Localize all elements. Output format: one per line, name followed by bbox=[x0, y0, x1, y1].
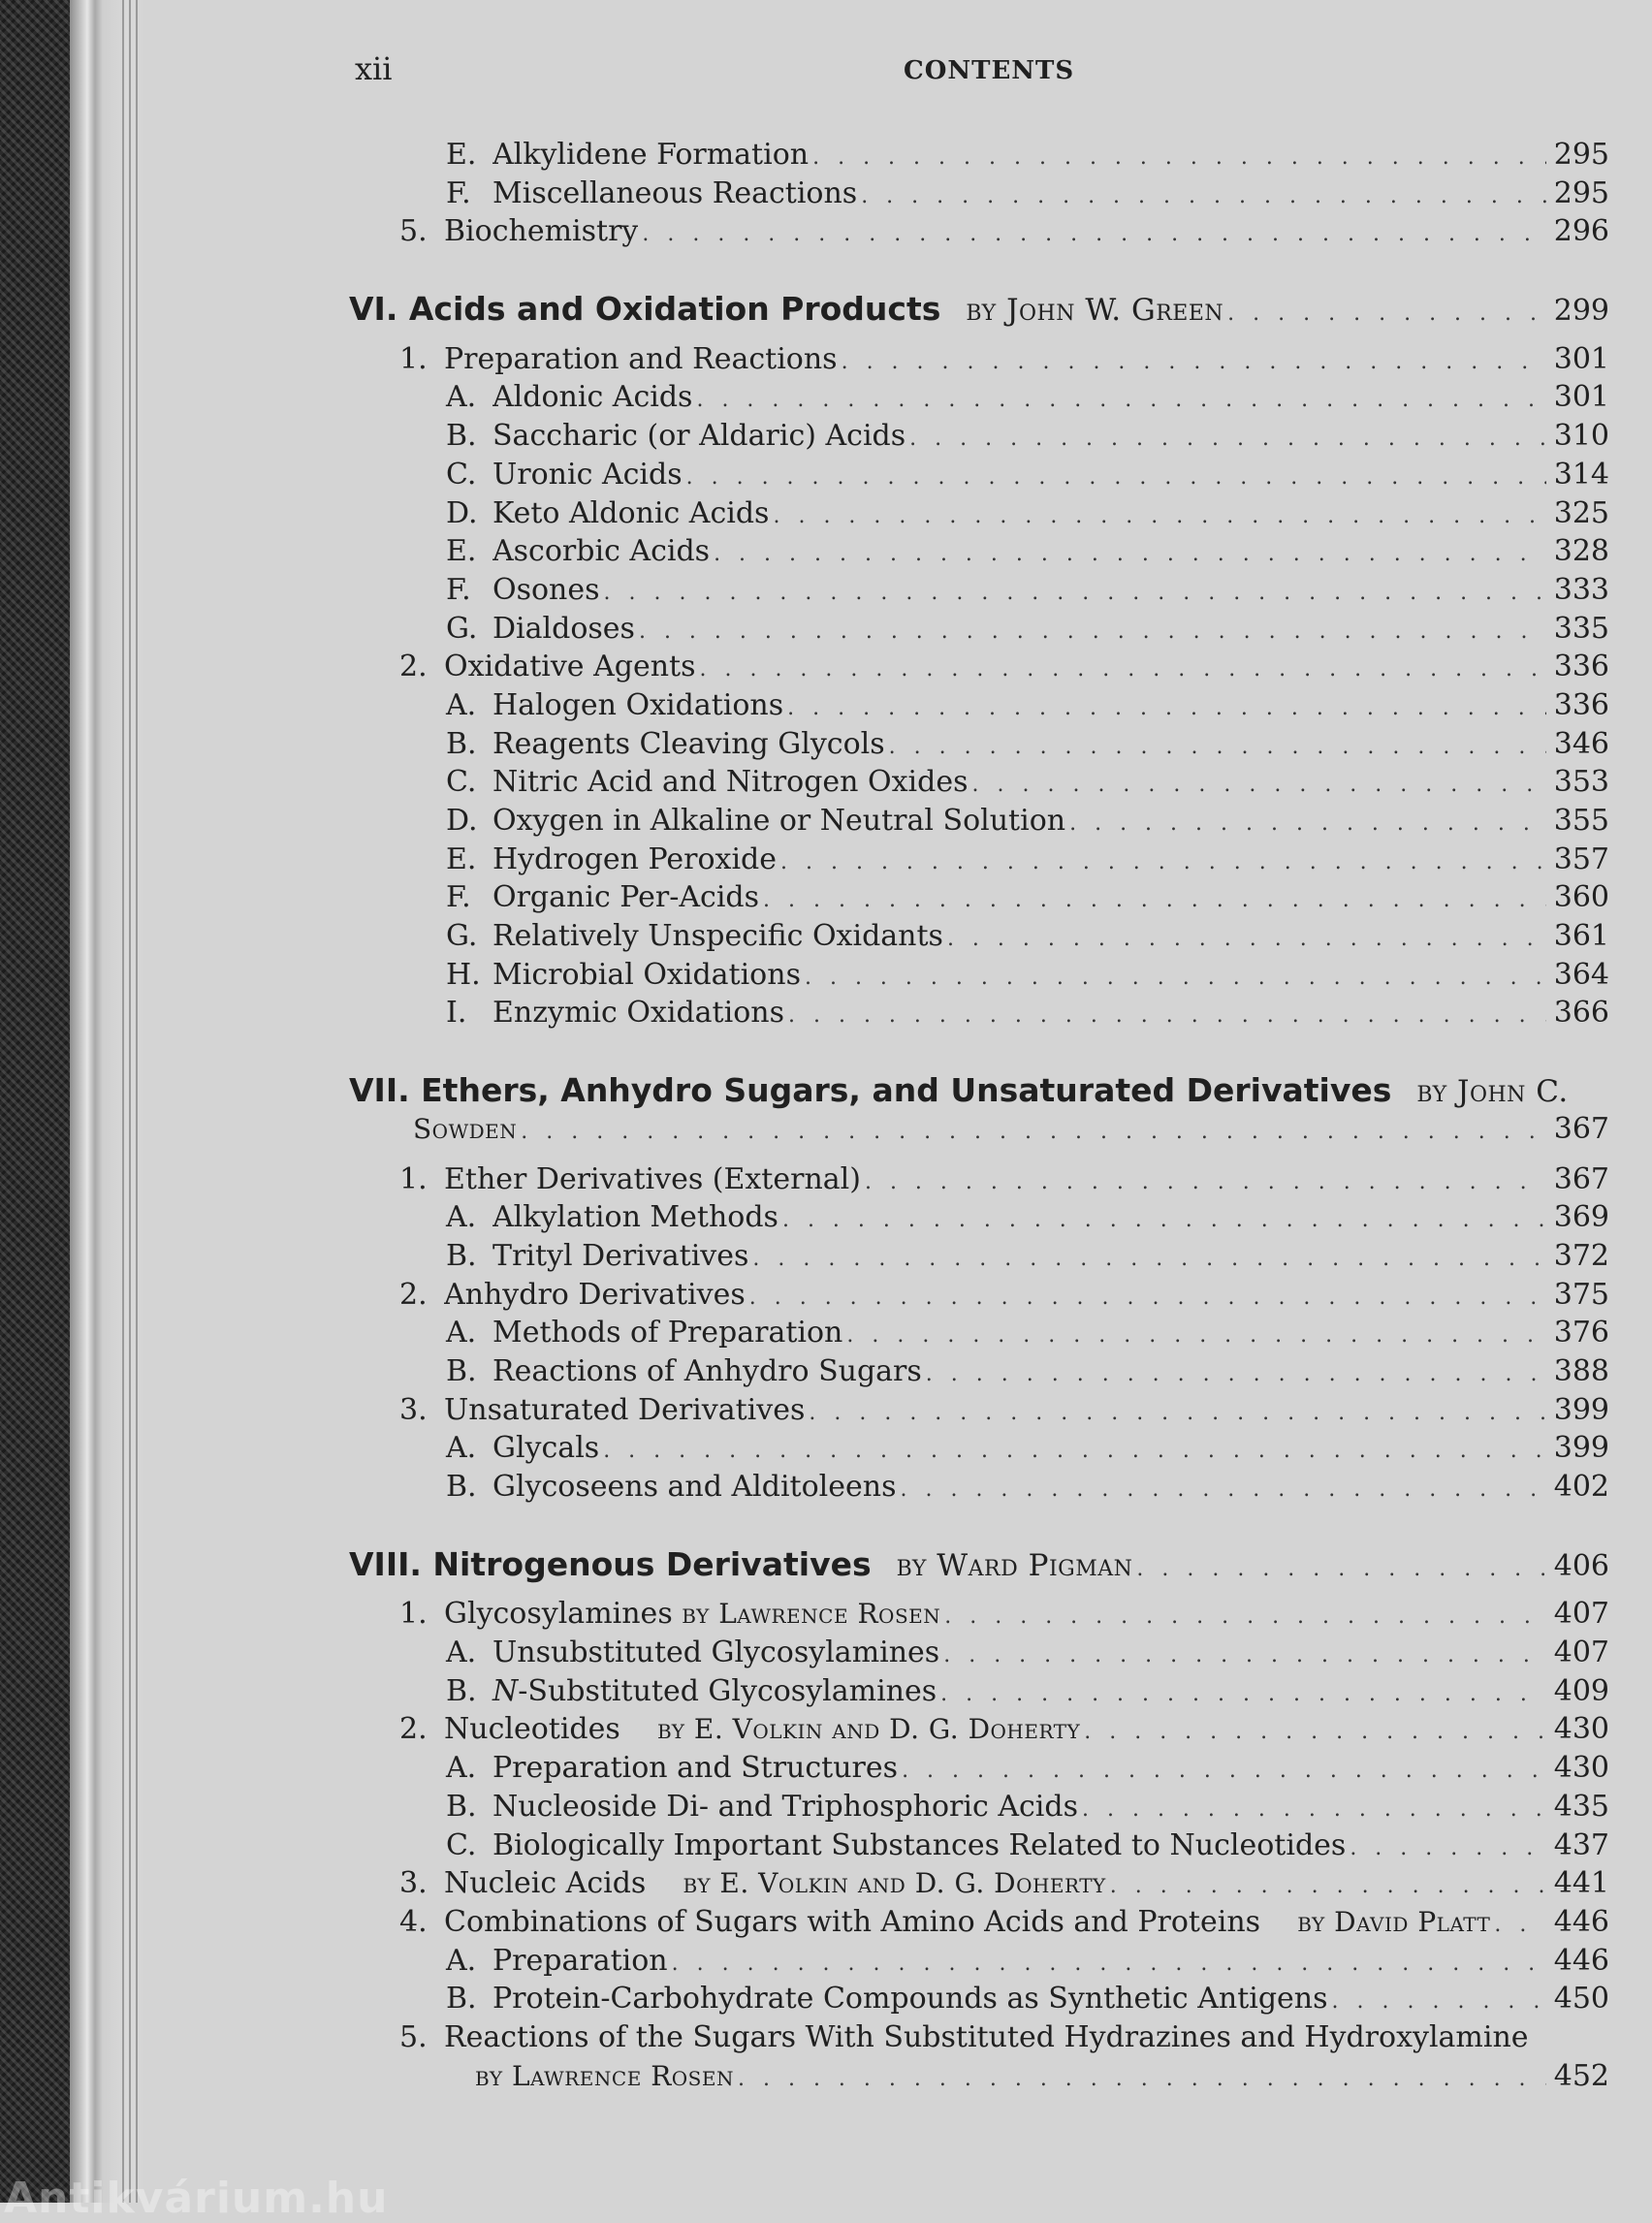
entry-page: 295 bbox=[1553, 175, 1609, 210]
toc-entry bbox=[349, 917, 1609, 956]
dot-leader bbox=[752, 1240, 1545, 1279]
dot-leader bbox=[738, 2060, 1546, 2099]
toc-entry bbox=[349, 1595, 1609, 1634]
entry-page: 435 bbox=[1553, 1789, 1609, 1824]
entry-number: F. bbox=[446, 880, 471, 915]
entry-page: 364 bbox=[1553, 957, 1609, 992]
entry-page: 376 bbox=[1553, 1316, 1609, 1350]
entry-number: 3. bbox=[399, 1866, 428, 1901]
entry-label: Reactions of Anhydro Sugars bbox=[492, 1353, 922, 1388]
dot-leader bbox=[805, 959, 1546, 998]
entry-label: Ascorbic Acids bbox=[492, 534, 711, 569]
entry-label: Oxygen in Alkaline or Neutral Solution bbox=[492, 804, 1066, 838]
toc-entry bbox=[349, 610, 1609, 649]
book-spine-binding bbox=[0, 0, 70, 2203]
entry-page: 301 bbox=[1553, 380, 1609, 415]
table-of-contents bbox=[349, 136, 1609, 2095]
entry-number: A. bbox=[446, 687, 477, 722]
toc-entry bbox=[349, 340, 1609, 379]
entry-page: 399 bbox=[1553, 1392, 1609, 1427]
entry-number: B. bbox=[446, 419, 477, 454]
entry-number: 3. bbox=[399, 1392, 428, 1427]
entry-page: 361 bbox=[1553, 919, 1609, 954]
dot-leader bbox=[909, 420, 1546, 459]
dot-leader bbox=[788, 997, 1546, 1035]
entry-label: Reactions of the Sugars With Substituted Hydrazines and Hydroxylamine bbox=[444, 2019, 1529, 2054]
dot-leader bbox=[1136, 1550, 1545, 1589]
entry-label: Preparation bbox=[492, 1943, 668, 1978]
entry-number: 4. bbox=[399, 1904, 428, 1939]
entry-label: Unsaturated Derivatives bbox=[444, 1392, 806, 1427]
entry-page: 407 bbox=[1553, 1597, 1609, 1632]
entry-label: Methods of Preparation bbox=[492, 1316, 843, 1350]
page-edge-line bbox=[136, 0, 138, 2203]
entry-page: 336 bbox=[1553, 687, 1609, 722]
dot-leader bbox=[749, 1279, 1546, 1318]
dot-leader bbox=[521, 1113, 1545, 1152]
entry-number: A. bbox=[446, 1943, 477, 1978]
dot-leader bbox=[972, 766, 1546, 805]
entry-number: C. bbox=[446, 457, 477, 492]
entry-number: 1. bbox=[399, 1597, 428, 1632]
dot-leader bbox=[861, 177, 1546, 216]
entry-label: Glycals bbox=[492, 1431, 600, 1466]
entry-label: Hydrogen Peroxide bbox=[492, 842, 777, 876]
entry-number: B. bbox=[446, 1673, 477, 1708]
toc-entry bbox=[349, 994, 1609, 1032]
entry-number: D. bbox=[446, 495, 478, 530]
entry-label: Preparation and Structures bbox=[492, 1751, 899, 1786]
dot-leader bbox=[604, 574, 1546, 613]
entry-number: E. bbox=[446, 138, 477, 172]
chapter-page: 406 bbox=[1553, 1548, 1609, 1583]
toc-entry bbox=[349, 2018, 1609, 2057]
dot-leader bbox=[812, 139, 1546, 177]
dot-leader bbox=[686, 459, 1546, 497]
dot-leader bbox=[902, 1752, 1546, 1791]
entry-label: Unsubstituted Glycosylamines bbox=[492, 1635, 940, 1670]
entry-number: 2. bbox=[399, 1712, 428, 1747]
entry-number: A. bbox=[446, 380, 477, 415]
toc-entry bbox=[349, 686, 1609, 725]
dot-leader bbox=[900, 1471, 1545, 1509]
toc-entry bbox=[349, 1160, 1609, 1199]
toc-entry bbox=[349, 571, 1609, 610]
dot-leader bbox=[1494, 1906, 1545, 1945]
dot-leader bbox=[940, 1675, 1546, 1714]
entry-label: Osones bbox=[492, 572, 600, 607]
entry-label: Trityl Derivatives bbox=[492, 1238, 749, 1273]
entry-page: 409 bbox=[1553, 1673, 1609, 1708]
entry-number: H. bbox=[446, 957, 481, 992]
entry-page: 430 bbox=[1553, 1712, 1609, 1747]
chapter-author: by John W. Green bbox=[966, 293, 1224, 329]
dot-leader bbox=[603, 1432, 1546, 1471]
toc-entry bbox=[349, 1710, 1609, 1749]
entry-number: G. bbox=[446, 611, 478, 646]
entry-label: Ether Derivatives (External) bbox=[444, 1161, 861, 1196]
dot-leader bbox=[889, 728, 1546, 767]
entry-label: Uronic Acids bbox=[492, 457, 683, 492]
dot-leader bbox=[699, 651, 1545, 689]
entry-label: Alkylidene Formation bbox=[492, 138, 810, 172]
dot-leader bbox=[763, 881, 1546, 920]
entry-page: 296 bbox=[1553, 214, 1609, 249]
running-title: CONTENTS bbox=[904, 56, 1075, 85]
entry-number: B. bbox=[446, 1238, 477, 1273]
toc-entry bbox=[349, 1634, 1609, 1672]
entry-page: 367 bbox=[1553, 1161, 1609, 1196]
entry-author-continued: by Lawrence Rosen bbox=[475, 2059, 734, 2092]
chapter-heading bbox=[349, 1071, 1609, 1110]
entry-number: A. bbox=[446, 1431, 477, 1466]
entry-page: 336 bbox=[1553, 650, 1609, 684]
entry-author: by David Platt bbox=[1297, 1905, 1491, 1938]
page-edge-line bbox=[122, 0, 124, 2203]
toc-entry bbox=[349, 725, 1609, 764]
entry-label: Biologically Important Substances Related to Nucleotides bbox=[492, 1827, 1347, 1862]
toc-entry bbox=[349, 532, 1609, 571]
toc-entry bbox=[349, 212, 1609, 251]
dot-leader bbox=[1110, 1867, 1546, 1906]
dot-leader bbox=[782, 1201, 1546, 1240]
toc-entry bbox=[349, 802, 1609, 841]
toc-entry-continuation bbox=[349, 2057, 1609, 2096]
entry-number: I. bbox=[446, 996, 467, 1031]
toc-entry bbox=[349, 378, 1609, 417]
entry-number: C. bbox=[446, 765, 477, 800]
entry-page: 399 bbox=[1553, 1431, 1609, 1466]
chapter-author-continued: Sowden bbox=[413, 1112, 518, 1145]
dot-leader bbox=[1069, 805, 1546, 843]
entry-label: Anhydro Derivatives bbox=[444, 1277, 746, 1312]
entry-label: Reagents Cleaving Glycols bbox=[492, 726, 885, 761]
toc-entry bbox=[349, 136, 1609, 175]
entry-number: A. bbox=[446, 1316, 477, 1350]
dot-leader bbox=[780, 843, 1546, 882]
entry-label: Saccharic (or Aldaric) Acids bbox=[492, 419, 906, 454]
page-gutter bbox=[70, 0, 145, 2203]
entry-number: E. bbox=[446, 534, 477, 569]
entry-page: 353 bbox=[1553, 765, 1609, 800]
chapter-number: VII. bbox=[349, 1071, 410, 1110]
entry-label: Nucleic Acids bbox=[444, 1866, 647, 1901]
toc-entry bbox=[349, 1314, 1609, 1352]
entry-number: A. bbox=[446, 1635, 477, 1670]
entry-label: Protein-Carbohydrate Compounds as Synthetic Antigens bbox=[492, 1982, 1328, 2017]
toc-entry bbox=[349, 1391, 1609, 1430]
chapter-number: VI. bbox=[349, 290, 398, 329]
entry-page: 430 bbox=[1553, 1751, 1609, 1786]
entry-author: by Lawrence Rosen bbox=[682, 1598, 941, 1631]
entry-label: -Substituted Glycosylamines bbox=[518, 1673, 937, 1708]
entry-page: 360 bbox=[1553, 880, 1609, 915]
dot-leader bbox=[944, 1598, 1545, 1636]
entry-number: B. bbox=[446, 1789, 477, 1824]
dot-leader bbox=[672, 1945, 1546, 1984]
entry-page: 446 bbox=[1553, 1943, 1609, 1978]
entry-page: 446 bbox=[1553, 1904, 1609, 1939]
dot-leader bbox=[865, 1163, 1546, 1202]
chapter-title: Ethers, Anhydro Sugars, and Unsaturated Derivatives bbox=[421, 1071, 1392, 1110]
watermark: Antikvárium.hu bbox=[4, 2174, 389, 2223]
entry-number: C. bbox=[446, 1827, 477, 1862]
toc-entry bbox=[349, 456, 1609, 494]
entry-page: 388 bbox=[1553, 1353, 1609, 1388]
entry-label: Microbial Oxidations bbox=[492, 957, 801, 992]
entry-number: D. bbox=[446, 804, 478, 838]
chapter-title: Acids and Oxidation Products bbox=[408, 290, 941, 329]
toc-entry bbox=[349, 1198, 1609, 1237]
toc-entry bbox=[349, 763, 1609, 802]
dot-leader bbox=[714, 535, 1546, 574]
entry-page: 328 bbox=[1553, 534, 1609, 569]
entry-number: 1. bbox=[399, 1161, 428, 1196]
entry-author: by E. Volkin and D. G. Doherty bbox=[656, 1713, 1081, 1746]
dot-leader bbox=[943, 1636, 1546, 1675]
entry-label: Miscellaneous Reactions bbox=[492, 175, 858, 210]
entry-page: 375 bbox=[1553, 1277, 1609, 1312]
entry-page: 450 bbox=[1553, 1982, 1609, 2017]
entry-page: 441 bbox=[1553, 1866, 1609, 1901]
toc-entry bbox=[349, 175, 1609, 213]
chapter-heading-continuation bbox=[349, 1110, 1609, 1149]
entry-label: Alkylation Methods bbox=[492, 1200, 778, 1235]
toc-entry bbox=[349, 1672, 1609, 1711]
toc-entry bbox=[349, 878, 1609, 917]
entry-label: Glycoseens and Alditoleens bbox=[492, 1470, 897, 1504]
chapter-heading bbox=[349, 1545, 1609, 1584]
toc-entry bbox=[349, 1352, 1609, 1391]
entry-number: A. bbox=[446, 1751, 477, 1786]
dot-leader bbox=[809, 1394, 1545, 1433]
entry-number: 5. bbox=[399, 214, 428, 249]
dot-leader bbox=[846, 1317, 1545, 1355]
dot-leader bbox=[1227, 295, 1546, 333]
dot-leader bbox=[926, 1355, 1546, 1394]
entry-page: 357 bbox=[1553, 842, 1609, 876]
toc-entry bbox=[349, 1788, 1609, 1826]
dot-leader bbox=[696, 381, 1545, 420]
dot-leader bbox=[1332, 1983, 1546, 2021]
dot-leader bbox=[639, 613, 1546, 651]
toc-entry bbox=[349, 1429, 1609, 1468]
entry-label: Nucleotides bbox=[444, 1712, 620, 1747]
entry-page: 346 bbox=[1553, 726, 1609, 761]
entry-page: 437 bbox=[1553, 1827, 1609, 1862]
entry-page: 369 bbox=[1553, 1200, 1609, 1235]
entry-number: B. bbox=[446, 1470, 477, 1504]
toc-entry bbox=[349, 1864, 1609, 1903]
entry-page: 372 bbox=[1553, 1238, 1609, 1273]
entry-number: E. bbox=[446, 842, 477, 876]
dot-leader bbox=[642, 215, 1545, 254]
toc-entry bbox=[349, 1903, 1609, 1942]
entry-label: Organic Per-Acids bbox=[492, 880, 760, 915]
entry-number: A. bbox=[446, 1200, 477, 1235]
entry-number: F. bbox=[446, 572, 471, 607]
entry-label: Nucleoside Di- and Triphosphoric Acids bbox=[492, 1789, 1078, 1824]
toc-entry bbox=[349, 1826, 1609, 1865]
chapter-author: by Ward Pigman bbox=[896, 1547, 1133, 1583]
entry-label: Glycosylamines bbox=[444, 1597, 673, 1632]
entry-label: Aldonic Acids bbox=[492, 380, 693, 415]
entry-page: 325 bbox=[1553, 495, 1609, 530]
running-head bbox=[355, 50, 1605, 93]
entry-page: 335 bbox=[1553, 611, 1609, 646]
entry-page: 366 bbox=[1553, 996, 1609, 1031]
dot-leader bbox=[1082, 1791, 1546, 1829]
toc-entry bbox=[349, 841, 1609, 879]
entry-label: Halogen Oxidations bbox=[492, 687, 784, 722]
entry-number: B. bbox=[446, 726, 477, 761]
entry-label: Dialdoses bbox=[492, 611, 635, 646]
chapter-author: by John C. bbox=[1416, 1074, 1569, 1110]
entry-page: 301 bbox=[1553, 341, 1609, 376]
entry-number: 2. bbox=[399, 650, 428, 684]
entry-number: 2. bbox=[399, 1277, 428, 1312]
chapter-page: 299 bbox=[1553, 294, 1609, 329]
toc-entry bbox=[349, 648, 1609, 686]
page-edge-line bbox=[129, 0, 131, 2203]
entry-page: 355 bbox=[1553, 804, 1609, 838]
entry-author: by E. Volkin and D. G. Doherty bbox=[683, 1867, 1106, 1900]
entry-page: 333 bbox=[1553, 572, 1609, 607]
entry-label: Nitric Acid and Nitrogen Oxides bbox=[492, 765, 969, 800]
toc-entry bbox=[349, 1276, 1609, 1315]
dot-leader bbox=[773, 497, 1545, 536]
entry-number: G. bbox=[446, 919, 478, 954]
toc-entry bbox=[349, 494, 1609, 533]
chapter-page: 367 bbox=[1553, 1111, 1609, 1146]
toc-entry bbox=[349, 1237, 1609, 1276]
entry-label: Enzymic Oxidations bbox=[492, 996, 784, 1031]
entry-page: 452 bbox=[1553, 2058, 1609, 2093]
toc-entry bbox=[349, 1980, 1609, 2018]
toc-entry bbox=[349, 956, 1609, 995]
dot-leader bbox=[842, 343, 1546, 382]
page-folio: xii bbox=[355, 50, 393, 87]
entry-label: Preparation and Reactions bbox=[444, 341, 838, 376]
entry-label: Keto Aldonic Acids bbox=[492, 495, 770, 530]
entry-page: 402 bbox=[1553, 1470, 1609, 1504]
dot-leader bbox=[787, 689, 1546, 728]
entry-page: 295 bbox=[1553, 138, 1609, 172]
dot-leader bbox=[1350, 1829, 1545, 1868]
chapter-heading bbox=[349, 290, 1609, 329]
chapter-title: Nitrogenous Derivatives bbox=[432, 1544, 872, 1583]
toc-entry bbox=[349, 1942, 1609, 1981]
entry-number: F. bbox=[446, 175, 471, 210]
entry-page: 310 bbox=[1553, 419, 1609, 454]
toc-entry bbox=[349, 1468, 1609, 1507]
entry-label: Biochemistry bbox=[444, 214, 639, 249]
entry-number: 1. bbox=[399, 341, 428, 376]
entry-label: Combinations of Sugars with Amino Acids and Proteins bbox=[444, 1904, 1261, 1939]
entry-label-italic: N bbox=[492, 1673, 519, 1708]
entry-page: 407 bbox=[1553, 1635, 1609, 1670]
entry-label: Relatively Unspecific Oxidants bbox=[492, 919, 943, 954]
entry-number: 5. bbox=[399, 2019, 428, 2054]
entry-label: Oxidative Agents bbox=[444, 650, 696, 684]
chapter-number: VIII. bbox=[349, 1544, 422, 1583]
dot-leader bbox=[947, 920, 1546, 959]
entry-number: B. bbox=[446, 1982, 477, 2017]
entry-page: 314 bbox=[1553, 457, 1609, 492]
entry-number: B. bbox=[446, 1353, 477, 1388]
toc-entry bbox=[349, 417, 1609, 456]
toc-entry bbox=[349, 1749, 1609, 1788]
dot-leader bbox=[1084, 1713, 1546, 1752]
